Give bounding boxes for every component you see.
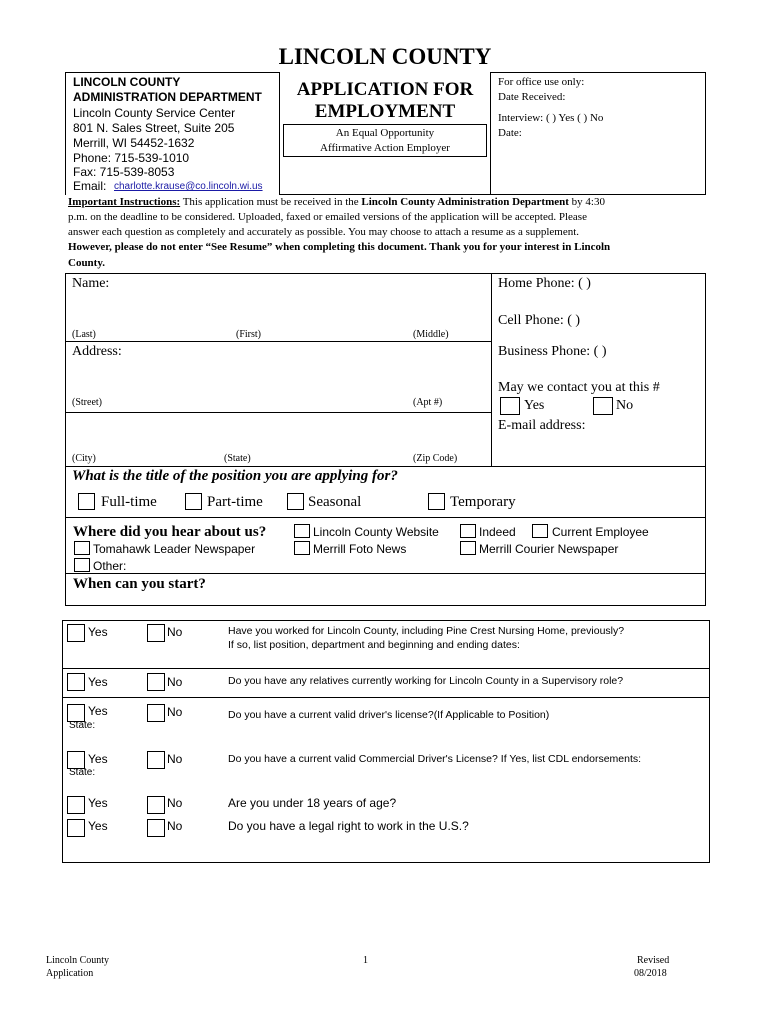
q1-text-line2: If so, list position, department and beginning and ending dates: xyxy=(228,639,520,651)
instructions-line5: County. xyxy=(68,257,105,269)
q5-text: Are you under 18 years of age? xyxy=(228,796,397,810)
q6-yes-checkbox[interactable] xyxy=(67,819,85,837)
q3-text: Do you have a current valid driver's license?(If Applicable to Position) xyxy=(228,709,550,721)
foto-news-checkbox[interactable] xyxy=(294,541,310,555)
q4-state-label: State: xyxy=(69,767,96,778)
q2-no-label: No xyxy=(167,675,183,689)
q1-no-checkbox[interactable] xyxy=(147,624,165,642)
office-date: Date: xyxy=(498,127,522,139)
parttime-label: Part-time xyxy=(207,494,263,510)
instructions-line2: p.m. on the deadline to be considered. Uploaded, faxed or emailed versions of the application will be accepted. Please xyxy=(68,211,587,223)
contact-yes-checkbox[interactable] xyxy=(500,397,520,415)
dept-email-label: Email: xyxy=(73,179,107,193)
q3-no-label: No xyxy=(167,705,183,719)
contact-question: May we contact you at this # xyxy=(498,380,660,395)
courier-checkbox[interactable] xyxy=(460,541,476,555)
instructions-line1 xyxy=(68,196,605,208)
footer-right-line2: 08/2018 xyxy=(634,968,667,979)
temporary-label: Temporary xyxy=(450,494,516,510)
home-phone-label: Home Phone: ( ) xyxy=(498,276,591,291)
page-number: 1 xyxy=(363,955,368,966)
footer-left-line2: Application xyxy=(46,968,94,979)
q6-no-checkbox[interactable] xyxy=(147,819,165,837)
q1-yes-checkbox[interactable] xyxy=(67,624,85,642)
first-name-caption: (First) xyxy=(236,329,261,340)
parttime-checkbox[interactable] xyxy=(185,493,202,510)
q2-yes-label: Yes xyxy=(88,675,108,689)
contact-no-checkbox[interactable] xyxy=(593,397,613,415)
hear-question: Where did you hear about us? xyxy=(73,524,267,540)
application-title-line1: APPLICATION FOR xyxy=(296,79,474,100)
q6-text: Do you have a legal right to work in the U.S.? xyxy=(228,819,469,833)
fulltime-checkbox[interactable] xyxy=(78,493,95,510)
dept-email-link[interactable]: charlotte.krause@co.lincoln.wi.us xyxy=(114,181,263,192)
street-caption: (Street) xyxy=(72,397,102,408)
q4-text: Do you have a current valid Commercial Driver's License? If Yes, list CDL endorsements: xyxy=(228,753,642,765)
city-state-zip-field[interactable] xyxy=(66,416,494,448)
office-interview: Interview: ( ) Yes ( ) No xyxy=(498,112,604,124)
business-phone-label: Business Phone: ( ) xyxy=(498,344,607,359)
office-use-title: For office use only: xyxy=(498,76,585,88)
address-field[interactable] xyxy=(66,364,494,396)
q1-text: Have you worked for Lincoln County, including Pine Crest Nursing Home, previously? xyxy=(228,625,625,637)
footer-left-line1: Lincoln County xyxy=(46,955,110,966)
indeed-label: Indeed xyxy=(479,525,516,539)
contact-yes-label: Yes xyxy=(524,398,545,413)
q3-yes-label: Yes xyxy=(88,704,108,718)
tomahawk-checkbox[interactable] xyxy=(74,541,90,555)
website-checkbox[interactable] xyxy=(294,524,310,538)
start-question: When can you start? xyxy=(73,576,206,592)
middle-name-caption: (Middle) xyxy=(413,329,449,340)
q2-yes-checkbox[interactable] xyxy=(67,673,85,691)
q6-yes-label: Yes xyxy=(88,819,108,833)
page-title: LINCOLN COUNTY xyxy=(278,44,492,69)
dept-line3: Lincoln County Service Center xyxy=(73,106,236,120)
address-label: Address: xyxy=(72,344,122,359)
seasonal-label: Seasonal xyxy=(308,494,362,510)
current-employee-checkbox[interactable] xyxy=(532,524,548,538)
eeo-line1: An Equal Opportunity xyxy=(335,127,435,139)
dept-line1: LINCOLN COUNTY xyxy=(73,75,181,89)
q3-state-label: State: xyxy=(69,720,96,731)
last-name-caption: (Last) xyxy=(72,329,96,340)
q1-no-label: No xyxy=(167,625,183,639)
state-caption: (State) xyxy=(224,453,251,464)
position-question: What is the title of the position you are applying for? xyxy=(72,468,398,484)
email-label: E-mail address: xyxy=(498,418,586,433)
other-checkbox[interactable] xyxy=(74,558,90,572)
temporary-checkbox[interactable] xyxy=(428,493,445,510)
q5-no-checkbox[interactable] xyxy=(147,796,165,814)
q5-yes-label: Yes xyxy=(88,796,108,810)
q2-text: Do you have any relatives currently working for Lincoln County in a Supervisory role? xyxy=(228,675,624,687)
indeed-checkbox[interactable] xyxy=(460,524,476,538)
contact-no-label: No xyxy=(616,398,634,413)
q4-yes-label: Yes xyxy=(88,752,108,766)
q4-no-checkbox[interactable] xyxy=(147,751,165,769)
website-label: Lincoln County Website xyxy=(313,525,439,539)
dept-line5: Merrill, WI 54452-1632 xyxy=(73,136,195,150)
dept-fax: Fax: 715-539-8053 xyxy=(73,165,175,179)
dept-phone: Phone: 715-539-1010 xyxy=(73,151,190,165)
cell-phone-label: Cell Phone: ( ) xyxy=(498,313,581,328)
tomahawk-label: Tomahawk Leader Newspaper xyxy=(93,542,256,556)
q5-no-label: No xyxy=(167,796,183,810)
other-label: Other: xyxy=(93,559,127,573)
fulltime-label: Full-time xyxy=(101,494,157,510)
q3-no-checkbox[interactable] xyxy=(147,704,165,722)
instructions-line4: However, please do not enter “See Resume” when completing this document. Thank you for your interest in Lincoln xyxy=(68,241,611,253)
city-caption: (City) xyxy=(72,453,96,464)
q2-no-checkbox[interactable] xyxy=(147,673,165,691)
current-employee-label: Current Employee xyxy=(552,525,649,539)
instructions-text2: by 4:30 xyxy=(568,196,605,208)
footer-right-line1: Revised xyxy=(637,955,670,966)
seasonal-checkbox[interactable] xyxy=(287,493,304,510)
instructions-label: Important Instructions: xyxy=(68,196,181,208)
q5-yes-checkbox[interactable] xyxy=(67,796,85,814)
instructions-text1: This application must be received in the xyxy=(180,196,362,208)
instructions-line3: answer each question as completely and accurately as possible. You may choose to attach a resume as a supplement. xyxy=(68,226,580,238)
courier-label: Merrill Courier Newspaper xyxy=(479,542,619,556)
dept-line2: ADMINISTRATION DEPARTMENT xyxy=(73,90,262,104)
zip-caption: (Zip Code) xyxy=(413,453,458,464)
q4-no-label: No xyxy=(167,752,183,766)
instructions-bold: Lincoln County Administration Department xyxy=(361,196,569,208)
foto-news-label: Merrill Foto News xyxy=(313,542,407,556)
dept-line4: 801 N. Sales Street, Suite 205 xyxy=(73,121,235,135)
apt-caption: (Apt #) xyxy=(413,397,443,408)
q6-no-label: No xyxy=(167,819,183,833)
application-title-line2: EMPLOYMENT xyxy=(314,101,456,122)
name-label: Name: xyxy=(72,276,110,291)
office-date-received: Date Received: xyxy=(498,91,566,103)
eeo-line2: Affirmative Action Employer xyxy=(320,142,450,154)
name-field[interactable] xyxy=(66,295,494,327)
q1-yes-label: Yes xyxy=(88,625,108,639)
